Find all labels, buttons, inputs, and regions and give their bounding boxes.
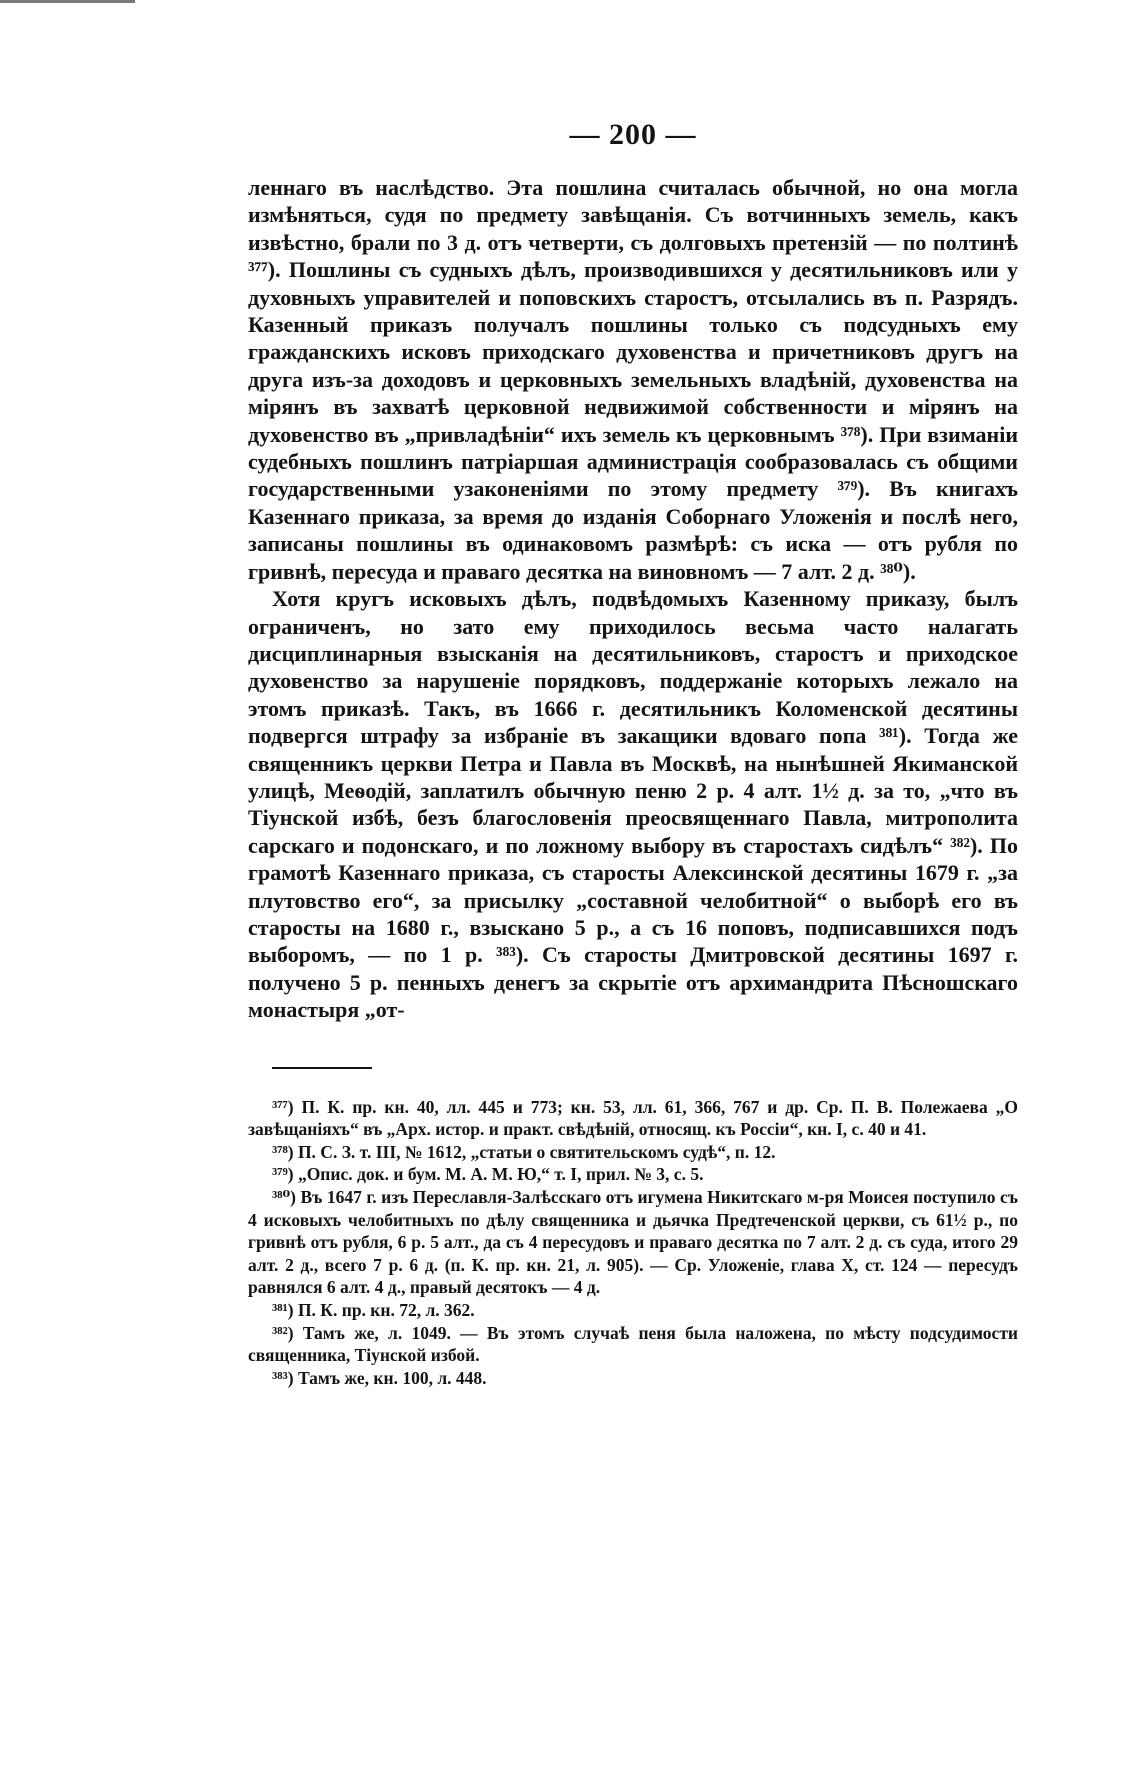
main-text — [248, 174, 1018, 1024]
paragraph: леннаго въ наслѣдство. Эта пошлина считалась обычной, но она могла измѣняться, судя по предмету завѣщанія. Съ вотчинныхъ земель, какъ извѣстно, брали по 3 д. отъ четверти, съ долговыхъ претензій — по полтинѣ ³⁷⁷). Пошлины съ судныхъ дѣлъ, производившихся у десятильниковъ или у духовныхъ управителей и поповскихъ старостъ, отсылались въ п. Разрядъ. Казенный приказъ получалъ пошлины только съ подсудныхъ ему гражданскихъ исковъ приходскаго духовенства и причетниковъ другъ на друга изъ-за доходовъ и церковныхъ земельныхъ владѣній, духовенства на мірянъ въ захватѣ церковной недвижимой собственности и мірянъ на духовенство въ „привладѣніи“ ихъ земель къ церковнымъ ³⁷⁸). При взиманіи судебныхъ пошлинъ патріаршая администрація сообразовалась съ общими государственными узаконеніями по этому предмету ³⁷⁹). Въ книгахъ Казеннаго приказа, за время до изданія Соборнаго Уложенія и послѣ него, записаны пошлины въ одинаковомъ размѣрѣ: съ иска — отъ рубля по гривнѣ, пересуда и праваго десятка на виновномъ — 7 алт. 2 д. ³⁸⁰). — [248, 175, 1018, 584]
footnote-379: ³⁷⁹) „Опис. док. и бум. М. А. М. Ю,“ т. I, прил. № 3, с. 5. — [272, 1164, 704, 1185]
footnote-383: ³⁸³) Тамъ же, кн. 100, л. 448. — [272, 1367, 487, 1388]
paragraph: Хотя кругъ исковыхъ дѣлъ, подвѣдомыхъ Казенному приказу, былъ ограниченъ, но зато ему приходилось весьма часто налагать дисциплинарныя взысканія на десятильниковъ, старостъ и приходское духовенство за нарушеніе порядковъ, поддержаніе которыхъ лежало на этомъ приказѣ. Такъ, въ 1666 г. десятильникъ Коломенской десятины подвергся штрафу за избраніе въ закащики вдоваго попа ³⁸¹). Тогда же священникъ церкви Петра и Павла въ Москвѣ, на нынѣшней Якиманской улицѣ, Меѳодій, заплатилъ обычную пеню 2 р. 4 алт. 1½ д. за то, „что въ Тіунской избѣ, безъ благословенія преосвященнаго Павла, митрополита сарскаго и подонскаго, и по ложному выбору въ старостахъ сидѣлъ“ ³⁸²). По грамотѣ Казеннаго приказа, съ старосты Алексинской десятины 1679 г. „за плутовство его“, за присылку „составной челобитной“ о выборѣ его въ старосты на 1680 г., взыскано 5 р., а съ 16 поповъ, подписавшихся подъ выборомъ, — по 1 р. ³⁸³). Съ старосты Дмитровской десятины 1697 г. получено 5 р. пенныхъ денегъ за скрытіе отъ архимандрита Пѣсношскаго монастыря „от- — [248, 586, 1018, 1023]
page-number: — 200 — — [569, 118, 697, 151]
footnote-381: ³⁸¹) П. К. пр. кн. 72, л. 362. — [272, 1299, 475, 1320]
book-page — [248, 118, 1018, 1389]
footnote-380: ³⁸⁰) Въ 1647 г. изъ Переславля-Залѣсскаго отъ игумена Никитскаго м-ря Моисея поступило съ 4 исковыхъ челобитныхъ по дѣлу священника и дьячка Предтеченской церкви, съ 61½ р., по гривнѣ отъ рубля, 6 р. 5 алт., да съ 4 пересудовъ и праваго десятка по 7 алт. 2 д. съ суда, итого 29 алт. 2 д., всего 7 р. 6 д. (п. К. пр. кн. 21, л. 905). — Ср. Уложеніе, глава X, ст. 124 — пересудъ равнялся 6 алт. 4 д., правый десятокъ — 4 д. — [248, 1186, 1018, 1298]
scan-edge-mark — [0, 0, 135, 3]
footnote-377: ³⁷⁷) П. К. пр. кн. 40, лл. 445 и 773; кн. 53, лл. 61, 366, 767 и др. Ср. П. В. Полежаева „О завѣщаніяхъ“ въ „Арх. истор. и практ. свѣдѣній, относящ. къ Россіи“, кн. I, с. 40 и 41. — [248, 1096, 1018, 1140]
footnote-378: ³⁷⁸) П. С. З. т. III, № 1612, „статьи о святительскомъ судѣ“, п. 12. — [272, 1141, 776, 1162]
footnotes — [248, 1096, 1018, 1390]
footnote-separator — [272, 1067, 372, 1069]
footnote-382: ³⁸²) Тамъ же, л. 1049. — Въ этомъ случаѣ пеня была наложена, по мѣсту подсудимости священника, Тіунской избой. — [248, 1322, 1018, 1366]
